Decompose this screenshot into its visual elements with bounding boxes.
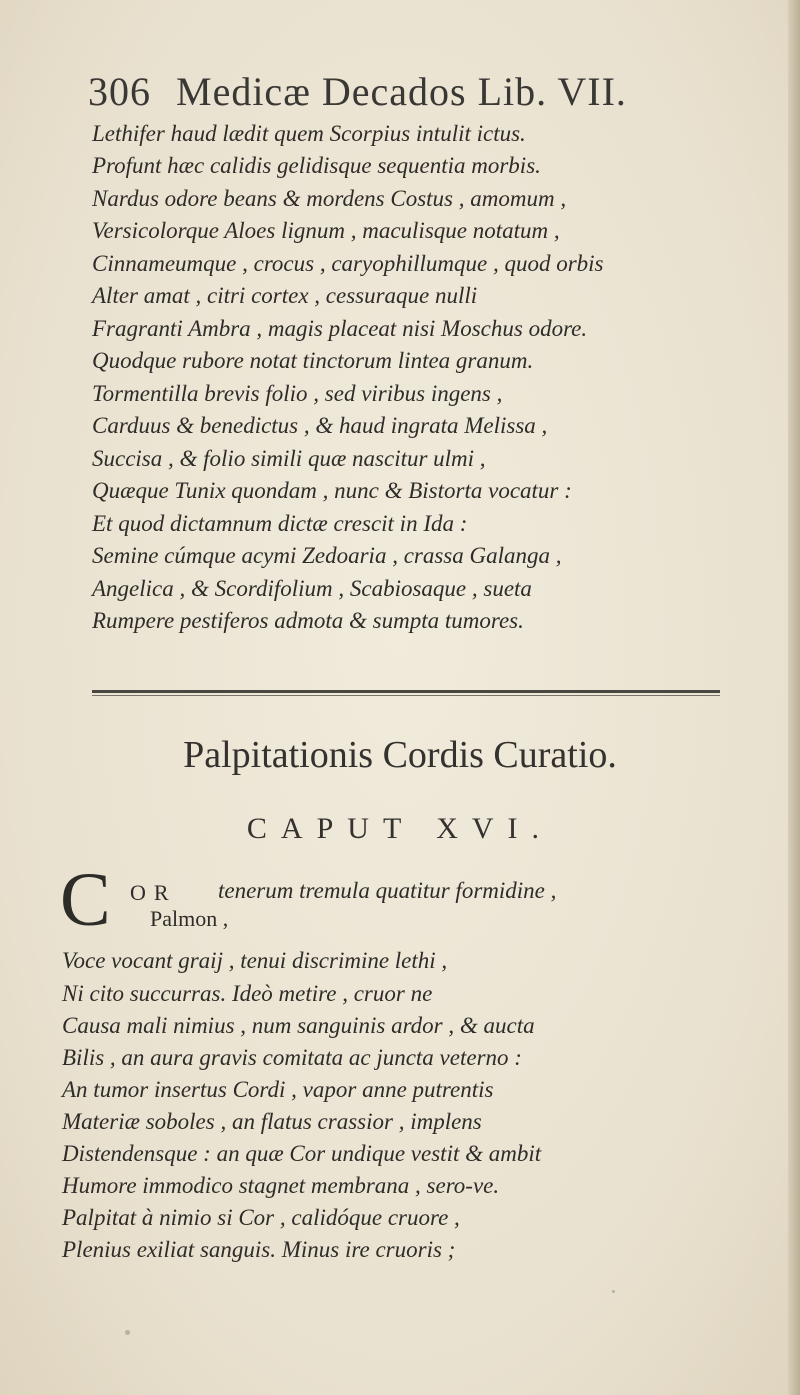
verse-line: Quæque Tunix quondam , nunc & Bistorta vocatur : (92, 478, 572, 503)
chapter-heading: CAPUT XVI. (246, 812, 554, 845)
verse-line: Angelica , & Scordifolium , Scabiosaque , sueta (92, 576, 532, 601)
section-rule-thin (92, 695, 720, 696)
section-title: Palpitationis Cordis Curatio. (183, 734, 617, 776)
verse-line: Plenius exiliat sanguis. Minus ire cruoris ; (62, 1237, 456, 1262)
verse-line: Distendensque : an quæ Cor undique vestit & ambit (62, 1141, 542, 1166)
verse-line: Humore immodico stagnet membrana , sero-ve. (62, 1173, 500, 1198)
verse-line: Cinnameumque , crocus , caryophillumque , quod orbis (92, 251, 604, 276)
verse-line: Bilis , an aura gravis comitata ac juncta veterno : (62, 1045, 522, 1070)
verse-line: Tormentilla brevis folio , sed viribus ingens , (92, 381, 503, 406)
verse-line: Alter amat , citri cortex , cessuraque nulli (92, 283, 478, 308)
section-rule (92, 690, 720, 693)
verse-line: Carduus & benedictus , & haud ingrata Melissa , (92, 413, 548, 438)
drop-cap: C (60, 858, 111, 942)
verse-line: Ni cito succurras. Ideò metire , cruor ne (62, 981, 433, 1006)
verse-line: Quodque rubore notat tinctorum lintea granum. (92, 348, 534, 373)
paper-speck (125, 1330, 130, 1335)
verse-line: Lethifer haud lædit quem Scorpius intulit ictus. (92, 121, 526, 146)
running-header (88, 68, 688, 120)
verse-line: Rumpere pestiferos admota & sumpta tumores. (92, 608, 524, 633)
page-number: 306 (88, 69, 151, 114)
verse-line: Profunt hæc calidis gelidisque sequentia morbis. (92, 153, 541, 178)
verse-line: Fragranti Ambra , magis placeat nisi Moschus odore. (92, 316, 588, 341)
verse-line-first: tenerum tremula quatitur formidine , (218, 878, 557, 903)
verse-line: Nardus odore beans & mordens Costus , amomum , (92, 186, 567, 211)
verse-line: Materiæ soboles , an flatus crassior , implens (62, 1109, 482, 1134)
paper-speck (612, 1290, 615, 1293)
page-gutter-shadow (788, 0, 800, 1395)
verse-line-second: Palmon , (150, 906, 229, 931)
verse-line: An tumor insertus Cordi , vapor anne putrentis (62, 1077, 494, 1102)
first-word: OR (130, 880, 177, 905)
verse-line: Causa mali nimius , num sanguinis ardor , & aucta (62, 1013, 535, 1038)
verse-line: Versicolorque Aloes lignum , maculisque notatum , (92, 218, 560, 243)
running-title: Medicæ Decados Lib. VII. (176, 69, 627, 114)
verse-line: Palpitat à nimio si Cor , calidóque cruore , (62, 1205, 460, 1230)
verse-line: Voce vocant graij , tenui discrimine lethi , (62, 948, 448, 973)
verse-line: Semine cúmque acymi Zedoaria , crassa Galanga , (92, 543, 562, 568)
verse-line: Succisa , & folio simili quæ nascitur ulmi , (92, 446, 486, 471)
verse-line: Et quod dictamnum dictæ crescit in Ida : (92, 511, 468, 536)
